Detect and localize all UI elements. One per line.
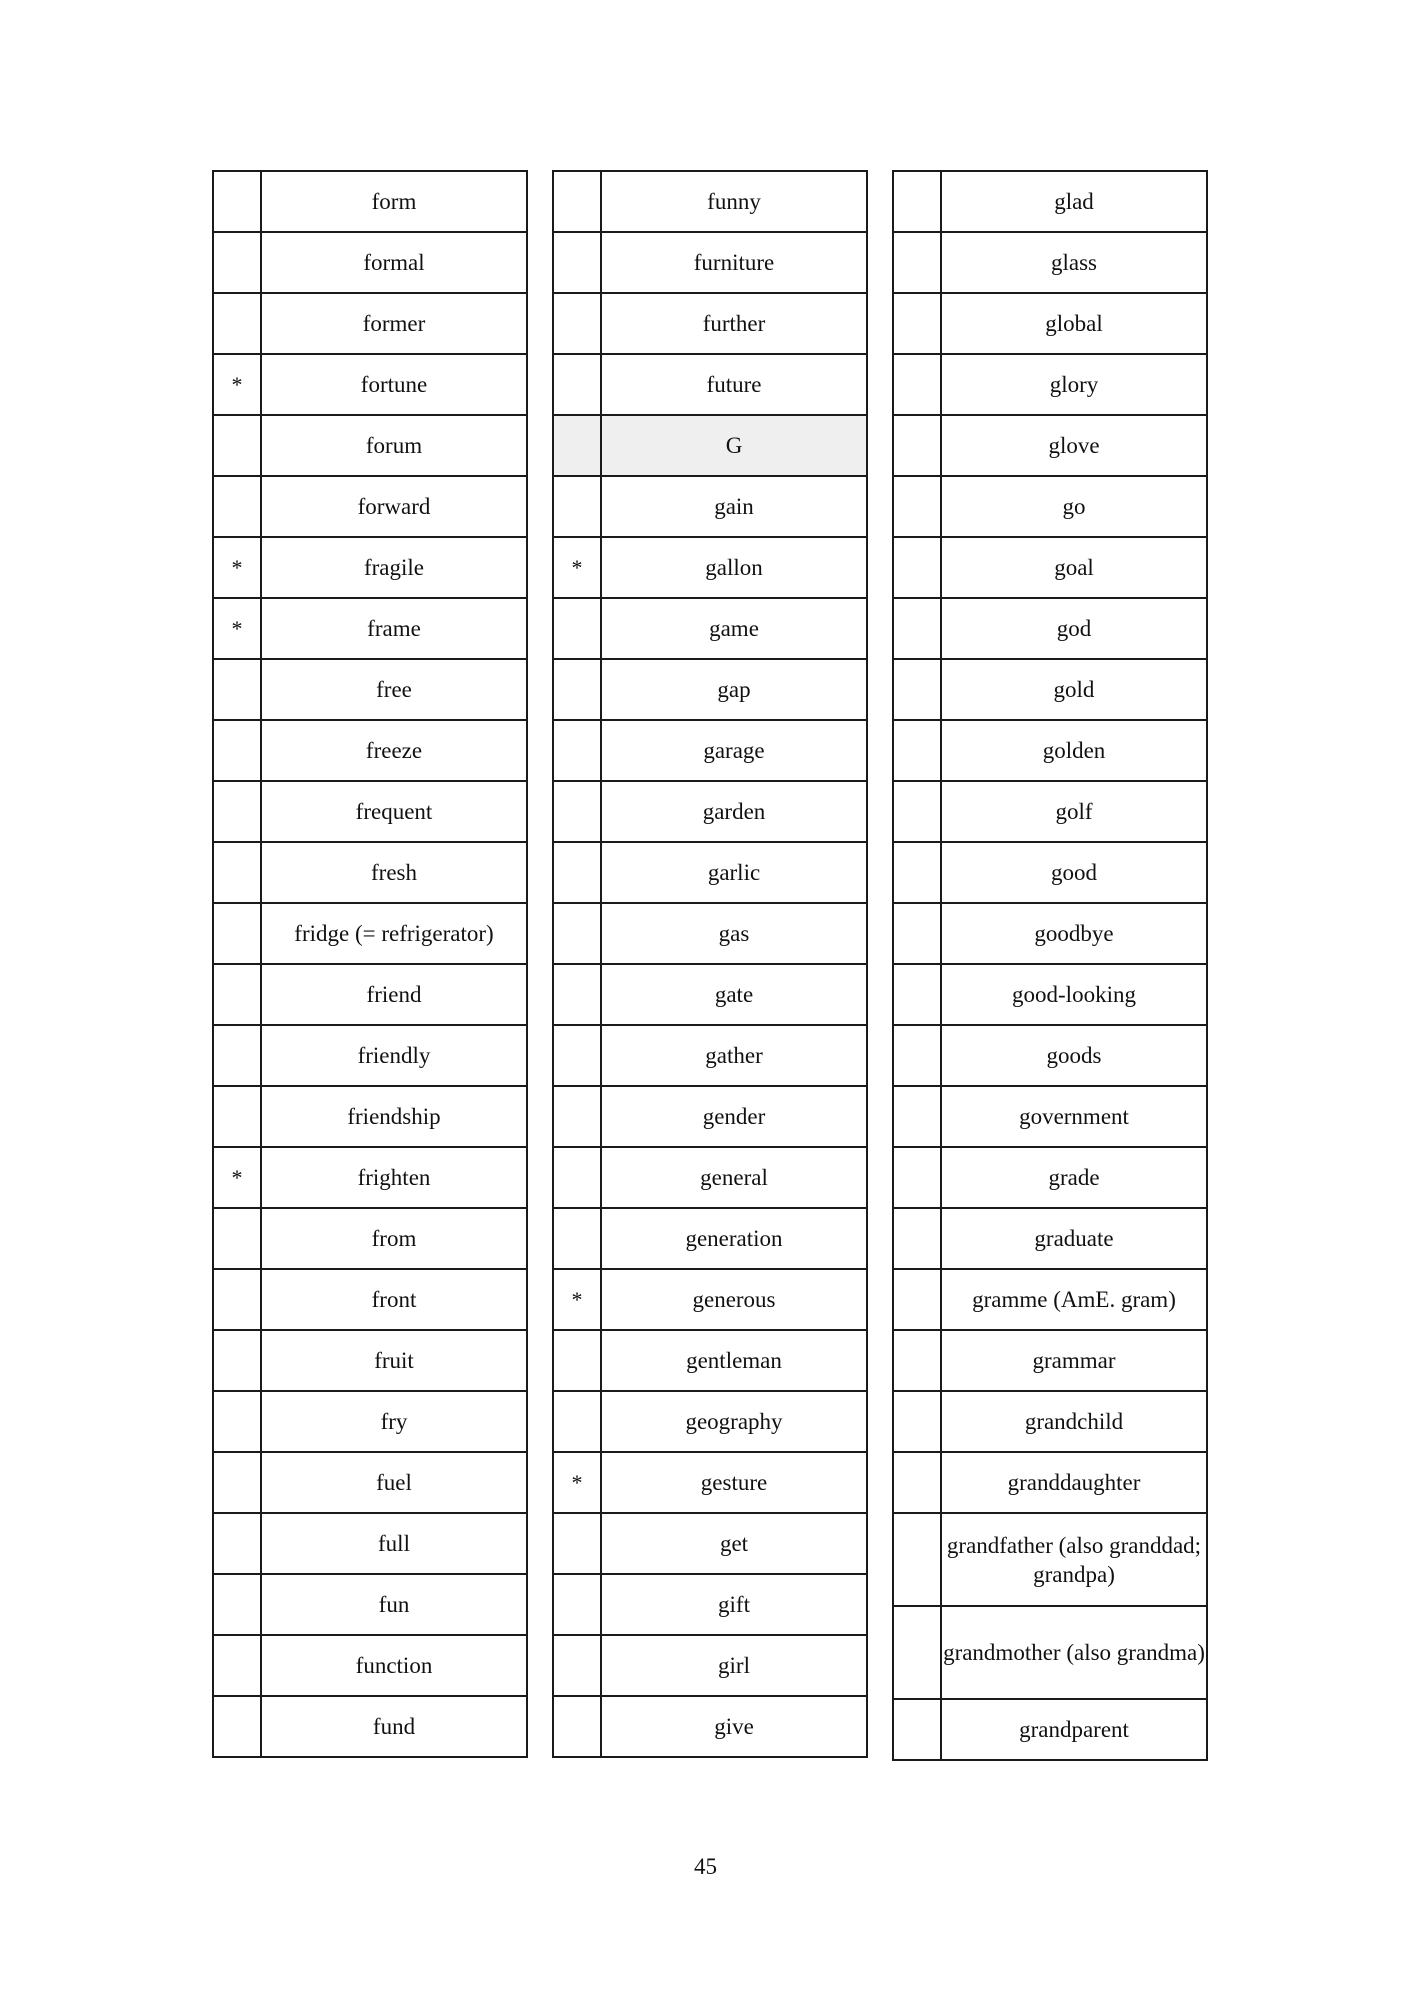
asterisk-mark bbox=[553, 1147, 601, 1208]
word-cell: form bbox=[261, 171, 527, 232]
asterisk-mark: * bbox=[213, 598, 261, 659]
word-row bbox=[213, 232, 527, 293]
word-table-column-3 bbox=[892, 170, 1208, 1761]
word-cell: good bbox=[941, 842, 1207, 903]
word-cell: grade bbox=[941, 1147, 1207, 1208]
word-row bbox=[553, 903, 867, 964]
asterisk-mark bbox=[213, 1513, 261, 1574]
word-cell: gate bbox=[601, 964, 867, 1025]
word-row bbox=[213, 659, 527, 720]
asterisk-mark bbox=[553, 903, 601, 964]
word-cell: gain bbox=[601, 476, 867, 537]
word-cell: grandchild bbox=[941, 1391, 1207, 1452]
word-row bbox=[553, 720, 867, 781]
word-row bbox=[553, 1086, 867, 1147]
asterisk-mark bbox=[893, 720, 941, 781]
word-cell: formal bbox=[261, 232, 527, 293]
word-cell: gap bbox=[601, 659, 867, 720]
asterisk-mark bbox=[893, 1606, 941, 1699]
word-row bbox=[893, 598, 1207, 659]
word-row bbox=[553, 354, 867, 415]
word-row bbox=[893, 1147, 1207, 1208]
word-row bbox=[553, 1635, 867, 1696]
asterisk-mark bbox=[893, 476, 941, 537]
word-cell: good-looking bbox=[941, 964, 1207, 1025]
word-cell: generous bbox=[601, 1269, 867, 1330]
word-row bbox=[553, 659, 867, 720]
asterisk-mark: * bbox=[553, 537, 601, 598]
asterisk-mark bbox=[893, 232, 941, 293]
word-cell: friendly bbox=[261, 1025, 527, 1086]
asterisk-mark bbox=[213, 903, 261, 964]
asterisk-mark bbox=[213, 659, 261, 720]
word-row bbox=[893, 476, 1207, 537]
word-cell: graduate bbox=[941, 1208, 1207, 1269]
word-cell: gramme (AmE. gram) bbox=[941, 1269, 1207, 1330]
word-cell: gesture bbox=[601, 1452, 867, 1513]
word-cell: furniture bbox=[601, 232, 867, 293]
word-row bbox=[553, 476, 867, 537]
word-row bbox=[553, 171, 867, 232]
word-cell: gallon bbox=[601, 537, 867, 598]
word-cell: granddaughter bbox=[941, 1452, 1207, 1513]
word-cell: glove bbox=[941, 415, 1207, 476]
asterisk-mark bbox=[553, 842, 601, 903]
word-cell: fortune bbox=[261, 354, 527, 415]
word-cell: global bbox=[941, 293, 1207, 354]
word-row bbox=[893, 171, 1207, 232]
asterisk-mark bbox=[893, 781, 941, 842]
asterisk-mark: * bbox=[213, 1147, 261, 1208]
asterisk-mark bbox=[893, 415, 941, 476]
word-row bbox=[553, 1208, 867, 1269]
asterisk-mark bbox=[553, 964, 601, 1025]
word-row bbox=[893, 903, 1207, 964]
word-row bbox=[213, 1208, 527, 1269]
word-row bbox=[893, 1699, 1207, 1760]
asterisk-mark bbox=[893, 1452, 941, 1513]
word-row bbox=[553, 293, 867, 354]
word-cell: garage bbox=[601, 720, 867, 781]
word-cell: generation bbox=[601, 1208, 867, 1269]
asterisk-mark bbox=[893, 659, 941, 720]
asterisk-mark bbox=[553, 598, 601, 659]
word-cell: fragile bbox=[261, 537, 527, 598]
asterisk-mark bbox=[213, 720, 261, 781]
asterisk-mark bbox=[893, 964, 941, 1025]
asterisk-mark bbox=[213, 476, 261, 537]
word-cell: freeze bbox=[261, 720, 527, 781]
asterisk-mark bbox=[553, 171, 601, 232]
word-cell: geography bbox=[601, 1391, 867, 1452]
word-row bbox=[893, 1086, 1207, 1147]
word-cell: fry bbox=[261, 1391, 527, 1452]
word-cell: garlic bbox=[601, 842, 867, 903]
word-cell: go bbox=[941, 476, 1207, 537]
word-cell: fridge (= refrigerator) bbox=[261, 903, 527, 964]
word-cell: frequent bbox=[261, 781, 527, 842]
word-cell: free bbox=[261, 659, 527, 720]
word-cell: friend bbox=[261, 964, 527, 1025]
word-row bbox=[213, 1330, 527, 1391]
word-row bbox=[553, 537, 867, 598]
asterisk-mark bbox=[893, 1699, 941, 1760]
asterisk-mark bbox=[213, 781, 261, 842]
word-row bbox=[553, 1574, 867, 1635]
word-row bbox=[893, 720, 1207, 781]
word-row bbox=[893, 415, 1207, 476]
word-row bbox=[213, 1391, 527, 1452]
word-cell: government bbox=[941, 1086, 1207, 1147]
word-row bbox=[553, 598, 867, 659]
asterisk-mark bbox=[553, 1391, 601, 1452]
word-row bbox=[213, 1513, 527, 1574]
letter-heading: G bbox=[601, 415, 867, 476]
word-row bbox=[893, 293, 1207, 354]
asterisk-mark bbox=[213, 1696, 261, 1757]
word-cell: god bbox=[941, 598, 1207, 659]
asterisk-mark: * bbox=[553, 1452, 601, 1513]
word-row bbox=[553, 1696, 867, 1757]
word-cell: former bbox=[261, 293, 527, 354]
word-cell: game bbox=[601, 598, 867, 659]
word-row bbox=[893, 1513, 1207, 1606]
word-cell: gold bbox=[941, 659, 1207, 720]
word-cell: golf bbox=[941, 781, 1207, 842]
word-row bbox=[893, 1391, 1207, 1452]
word-row bbox=[213, 537, 527, 598]
asterisk-mark bbox=[893, 1147, 941, 1208]
asterisk-mark bbox=[553, 659, 601, 720]
word-cell: girl bbox=[601, 1635, 867, 1696]
asterisk-mark bbox=[893, 537, 941, 598]
word-cell: frame bbox=[261, 598, 527, 659]
asterisk-mark bbox=[553, 476, 601, 537]
word-row bbox=[893, 354, 1207, 415]
asterisk-mark bbox=[893, 598, 941, 659]
word-cell: gentleman bbox=[601, 1330, 867, 1391]
asterisk-mark bbox=[893, 354, 941, 415]
asterisk-mark bbox=[893, 1391, 941, 1452]
asterisk-mark: * bbox=[553, 1269, 601, 1330]
asterisk-mark bbox=[553, 1208, 601, 1269]
asterisk-mark bbox=[553, 1025, 601, 1086]
word-row bbox=[213, 1147, 527, 1208]
word-cell: front bbox=[261, 1269, 527, 1330]
word-row bbox=[213, 476, 527, 537]
word-row bbox=[213, 903, 527, 964]
word-row bbox=[893, 1330, 1207, 1391]
word-cell: gather bbox=[601, 1025, 867, 1086]
word-cell: golden bbox=[941, 720, 1207, 781]
word-row bbox=[553, 1025, 867, 1086]
asterisk-mark bbox=[893, 1513, 941, 1606]
word-row bbox=[213, 1025, 527, 1086]
page-number: 45 bbox=[694, 1854, 717, 1879]
word-row bbox=[213, 171, 527, 232]
word-cell: goal bbox=[941, 537, 1207, 598]
word-row bbox=[553, 232, 867, 293]
word-row bbox=[213, 293, 527, 354]
word-cell: forward bbox=[261, 476, 527, 537]
asterisk-mark bbox=[213, 1208, 261, 1269]
word-row bbox=[553, 964, 867, 1025]
asterisk-mark bbox=[893, 1086, 941, 1147]
word-cell: glad bbox=[941, 171, 1207, 232]
word-row bbox=[553, 1269, 867, 1330]
asterisk-mark: * bbox=[213, 354, 261, 415]
word-row bbox=[213, 1269, 527, 1330]
word-row bbox=[213, 781, 527, 842]
word-cell: grandfather (also granddad; grandpa) bbox=[941, 1513, 1207, 1606]
word-row bbox=[893, 1025, 1207, 1086]
word-cell: function bbox=[261, 1635, 527, 1696]
word-cell: glory bbox=[941, 354, 1207, 415]
word-row bbox=[553, 1147, 867, 1208]
word-cell: full bbox=[261, 1513, 527, 1574]
asterisk-mark bbox=[553, 1086, 601, 1147]
word-row bbox=[213, 1086, 527, 1147]
asterisk-mark bbox=[893, 1269, 941, 1330]
word-cell: forum bbox=[261, 415, 527, 476]
asterisk-mark bbox=[553, 354, 601, 415]
word-cell: gas bbox=[601, 903, 867, 964]
asterisk-mark bbox=[213, 1452, 261, 1513]
asterisk-mark bbox=[893, 1208, 941, 1269]
word-row bbox=[553, 1513, 867, 1574]
word-cell: goodbye bbox=[941, 903, 1207, 964]
word-cell: grammar bbox=[941, 1330, 1207, 1391]
word-row bbox=[893, 232, 1207, 293]
word-cell: fund bbox=[261, 1696, 527, 1757]
word-row bbox=[893, 1606, 1207, 1699]
asterisk-mark bbox=[893, 842, 941, 903]
word-row bbox=[553, 781, 867, 842]
word-row bbox=[893, 842, 1207, 903]
word-cell: further bbox=[601, 293, 867, 354]
word-row bbox=[893, 781, 1207, 842]
asterisk-mark bbox=[213, 964, 261, 1025]
word-row bbox=[213, 720, 527, 781]
word-cell: fuel bbox=[261, 1452, 527, 1513]
word-row bbox=[893, 537, 1207, 598]
word-row bbox=[893, 1452, 1207, 1513]
asterisk-mark bbox=[893, 1330, 941, 1391]
word-row bbox=[893, 659, 1207, 720]
word-row bbox=[893, 1208, 1207, 1269]
asterisk-mark bbox=[553, 1635, 601, 1696]
asterisk-mark bbox=[213, 1025, 261, 1086]
asterisk-mark bbox=[893, 171, 941, 232]
asterisk-mark bbox=[213, 1391, 261, 1452]
word-row bbox=[553, 1330, 867, 1391]
word-row bbox=[213, 964, 527, 1025]
word-cell: friendship bbox=[261, 1086, 527, 1147]
asterisk-mark bbox=[893, 293, 941, 354]
asterisk-mark bbox=[213, 1330, 261, 1391]
word-cell: fruit bbox=[261, 1330, 527, 1391]
word-row bbox=[553, 1391, 867, 1452]
letter-heading-row bbox=[553, 415, 867, 476]
asterisk-mark bbox=[213, 1635, 261, 1696]
word-cell: garden bbox=[601, 781, 867, 842]
word-row bbox=[893, 1269, 1207, 1330]
asterisk-mark bbox=[213, 232, 261, 293]
word-row bbox=[213, 598, 527, 659]
word-row bbox=[213, 415, 527, 476]
word-table-column-1 bbox=[212, 170, 528, 1758]
word-cell: grandmother (also grandma) bbox=[941, 1606, 1207, 1699]
word-table-column-2 bbox=[552, 170, 868, 1758]
asterisk-mark bbox=[553, 1513, 601, 1574]
word-row bbox=[213, 1574, 527, 1635]
word-cell: funny bbox=[601, 171, 867, 232]
asterisk-mark bbox=[213, 1269, 261, 1330]
asterisk-mark bbox=[553, 1330, 601, 1391]
asterisk-mark bbox=[213, 171, 261, 232]
word-cell: grandparent bbox=[941, 1699, 1207, 1760]
word-cell: goods bbox=[941, 1025, 1207, 1086]
asterisk-mark bbox=[213, 842, 261, 903]
word-row bbox=[213, 842, 527, 903]
asterisk-mark bbox=[213, 1574, 261, 1635]
word-cell: fresh bbox=[261, 842, 527, 903]
asterisk-mark bbox=[553, 293, 601, 354]
word-row bbox=[213, 1452, 527, 1513]
asterisk-mark bbox=[553, 232, 601, 293]
asterisk-mark bbox=[553, 781, 601, 842]
asterisk-mark bbox=[893, 1025, 941, 1086]
word-row bbox=[553, 1452, 867, 1513]
word-cell: frighten bbox=[261, 1147, 527, 1208]
word-cell: gift bbox=[601, 1574, 867, 1635]
word-row bbox=[213, 1635, 527, 1696]
asterisk-mark bbox=[213, 293, 261, 354]
asterisk-mark bbox=[213, 1086, 261, 1147]
word-cell: general bbox=[601, 1147, 867, 1208]
word-row bbox=[213, 1696, 527, 1757]
word-cell: give bbox=[601, 1696, 867, 1757]
word-row bbox=[553, 842, 867, 903]
word-cell: from bbox=[261, 1208, 527, 1269]
word-cell: gender bbox=[601, 1086, 867, 1147]
word-cell: fun bbox=[261, 1574, 527, 1635]
asterisk-mark bbox=[553, 720, 601, 781]
word-cell: glass bbox=[941, 232, 1207, 293]
word-cell: future bbox=[601, 354, 867, 415]
word-cell: get bbox=[601, 1513, 867, 1574]
asterisk-mark bbox=[213, 415, 261, 476]
word-row bbox=[893, 964, 1207, 1025]
asterisk-mark bbox=[553, 415, 601, 476]
asterisk-mark bbox=[553, 1574, 601, 1635]
asterisk-mark: * bbox=[213, 537, 261, 598]
word-row bbox=[213, 354, 527, 415]
asterisk-mark bbox=[553, 1696, 601, 1757]
asterisk-mark bbox=[893, 903, 941, 964]
